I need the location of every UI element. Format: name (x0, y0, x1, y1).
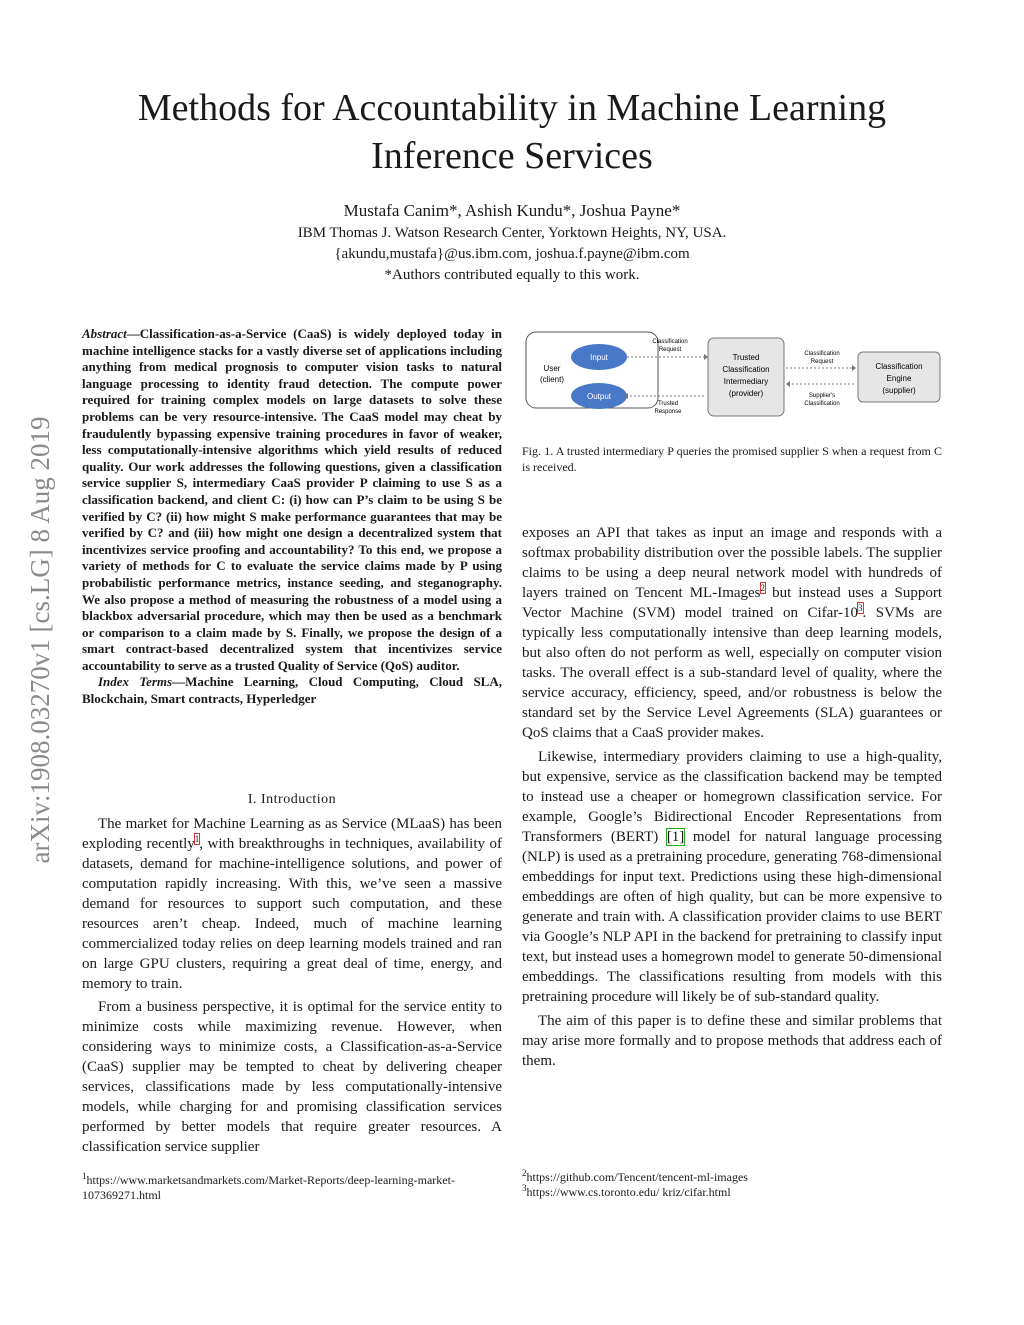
footnote-1-url[interactable]: https://www.marketsandmarkets.com/Market-Reports/deep-learning-market-107369271.html (82, 1173, 455, 1202)
title-line-1: Methods for Accountability in Machine Learning (137, 87, 887, 129)
figure-1-diagram (522, 326, 942, 426)
footnote-2-number: 2 (522, 1168, 527, 1178)
title-line-2: Inference Services (371, 135, 653, 177)
intermediary-label-4: (provider) (728, 389, 764, 398)
footnote-ref-1[interactable]: 1 (194, 834, 200, 844)
footnote-3 (522, 1185, 942, 1200)
supplier-request-label-1: Classification (804, 351, 840, 357)
engine-label-1: Classification (875, 362, 923, 371)
right-paragraph-3: The aim of this paper is to define these and similar problems that may arise more formally and to propose methods that address each of them. (522, 1013, 942, 1069)
user-label-1: User (543, 364, 561, 373)
intro-paragraph-1: The market for Machine Learning as as Service (MLaaS) has been exploding recently$^1$, with breakthroughs in techniques, availability of datasets, demand for machine-intelligence solutions, and power of computation rapidly increasing. With this, we’ve seen a massive demand for resources to support such computation, and these resources aren’t cheap. Indeed, much of machine learning commercialized today relies on deep learning models trained and ran on large GPU clusters, requiring a great deal of time, energy, and memory to train. (82, 816, 503, 992)
engine-label-3: (supplier) (882, 386, 916, 395)
footnote-2 (522, 1170, 942, 1185)
request-label-2: Request (658, 347, 682, 353)
authors: Mustafa Canim*, Ashish Kundu*, Joshua Payne* (343, 201, 681, 220)
abstract-lead: Abstract (82, 326, 127, 341)
footnote-1 (82, 1173, 502, 1203)
paper-title (60, 84, 964, 180)
emails: {akundu,mustafa}@us.ibm.com, joshua.f.payne@ibm.com (334, 246, 690, 262)
input-label: Input (590, 353, 608, 362)
intro-paragraph-2: From a business perspective, it is optimal for the service entity to minimize costs while maximizing revenue. However, when considering ways to minimize costs, a Classification-as-a-Service (CaaS) supplier may be tempted to cheat by delivering cheaper services, classifications made by less computationally-intensive models, while charging for and promising classification services performed by better models that require greater resources. A classification service supplier (82, 999, 502, 1155)
intermediary-label-3: Intermediary (723, 377, 769, 386)
arxiv-identifier: arXiv:1908.03270v1 [cs.LG] 8 Aug 2019 (25, 416, 55, 864)
left-column-body (82, 814, 502, 1157)
index-terms-lead: Index Terms (98, 674, 173, 690)
response-label-1: Trusted (657, 401, 679, 407)
supplier-response-label-2: Classification (804, 401, 840, 407)
footnote-3-number: 3 (522, 1183, 527, 1193)
request-arrowhead (704, 354, 708, 360)
right-paragraph-2: Likewise, intermediary providers claiming to use a high-quality, but expensive, service as the classification backend may be tempted to instead use a cheaper or homegrown classification service. For example, Google’s Bidirectional Encoder Representations from Transformers (BERT) [1] model for natural language processing (NLP) is used as a pretraining procedure, generating 768-dimensional embeddings for input text. Predictions using these high-dimensional embeddings are often of high quality, but can be more expensive to generate and train with. A classification provider claims to use BERT via Google’s NLP API in the backend for pretraining to classify input text, but instead uses a homegrown model to generate 50-dimensional embeddings. The classifications resulting from models with this pretraining procedure will likely be of sub-standard quality. (522, 749, 943, 1005)
section-heading: I. Introduction (247, 792, 337, 807)
supplier-request-label-2: Request (810, 359, 834, 365)
supplier-response-label-1: Supplier's (808, 393, 836, 399)
right-paragraph-1: exposes an API that takes as input an image and responds with a softmax probability distribution over the possible labels. The supplier claims to be using a deep neural network model with hundreds of layers trained on Tencent ML-Images$^2$ but instead uses a Support Vector Machine (SVM) model trained on Cifar-10$^3$. SVMs are typically less computationally intensive than deep learning models, but also often do not perform as well, especially on computer vision tasks. The overall effect is a sub-standard level of quality, where the service accuracy, efficiency, speed, and/or robustness is below the standard set by the Service Level Agreements (SLA) guarantees or QoS claims that a CaaS provider makes. (522, 525, 942, 741)
footnote-1-number: 1 (82, 1171, 87, 1181)
footnote-ref-3[interactable]: 3 (858, 603, 863, 613)
request-label-1: Classification (652, 339, 688, 345)
response-label-2: Response (654, 409, 682, 415)
index-terms-text: —Machine Learning, Cloud Computing, Cloud SLA, Blockchain, Smart contracts, Hyperledger (82, 674, 502, 707)
abstract (82, 326, 502, 708)
intermediary-label-2: Classification (722, 365, 770, 374)
footnotes-2-3 (522, 1170, 942, 1200)
abstract-text: —Classification-as-a-Service (CaaS) is widely deployed today in machine intelligence stacks for a vastly diverse set of applications including anything from medical prognosis to computer vision tasks to natural language processing to identity fraud detection. The compute power required for training complex models on large datasets to solve these problems can be very resource-intensive. The CaaS model may cheat by fraudulently bypassing expensive training procedures in favor of weaker, less computationally-intensive algorithms which yield results of reduced quality. Our work addresses the following questions, given a classification service supplier S, intermediary CaaS provider P claiming to use S as a classification backend, and client C: (i) how can P’s claim to be using S be verified by C? (ii) how might S make performance guarantees that may be verified by C? and (iii) how might one design a decentralized system that incentivizes service proofing and accountability? To this end, we propose a variety of methods for C to evaluate the service claims made by P using probabilistic performance metrics, instance seeding, and steganography. We also propose a method of measuring the robustness of a model using a blackbox adversarial procedure, which may then be used as a benchmark or comparison to a claim made by S. Finally, we propose the design of a smart contract-based decentralized system that incentivizes service accountability to serve as a trusted Quality of Service (QoS) auditor. (82, 326, 502, 673)
citation-ref-1[interactable]: [1] (666, 829, 685, 845)
engine-label-2: Engine (886, 374, 912, 383)
intermediary-label-1: Trusted (732, 353, 760, 362)
user-label-2: (client) (539, 375, 565, 384)
footnote-ref-2[interactable]: 2 (760, 583, 766, 593)
output-label: Output (586, 392, 612, 401)
affiliation: IBM Thomas J. Watson Research Center, Yorktown Heights, NY, USA. (297, 225, 727, 241)
right-column-body (522, 523, 942, 1071)
footnote-2-url[interactable]: https://github.com/Tencent/tencent-ml-images (526, 1170, 748, 1184)
figure-1-caption: Fig. 1. A trusted intermediary P queries the promised supplier S when a request from C is received. (522, 444, 942, 474)
equal-contribution-note: *Authors contributed equally to this work. (384, 267, 640, 283)
supplier-response-arrowhead (786, 381, 790, 387)
footnote-3-url[interactable]: https://www.cs.toronto.edu/ kriz/cifar.html (526, 1185, 731, 1199)
supplier-request-arrowhead (852, 365, 856, 371)
